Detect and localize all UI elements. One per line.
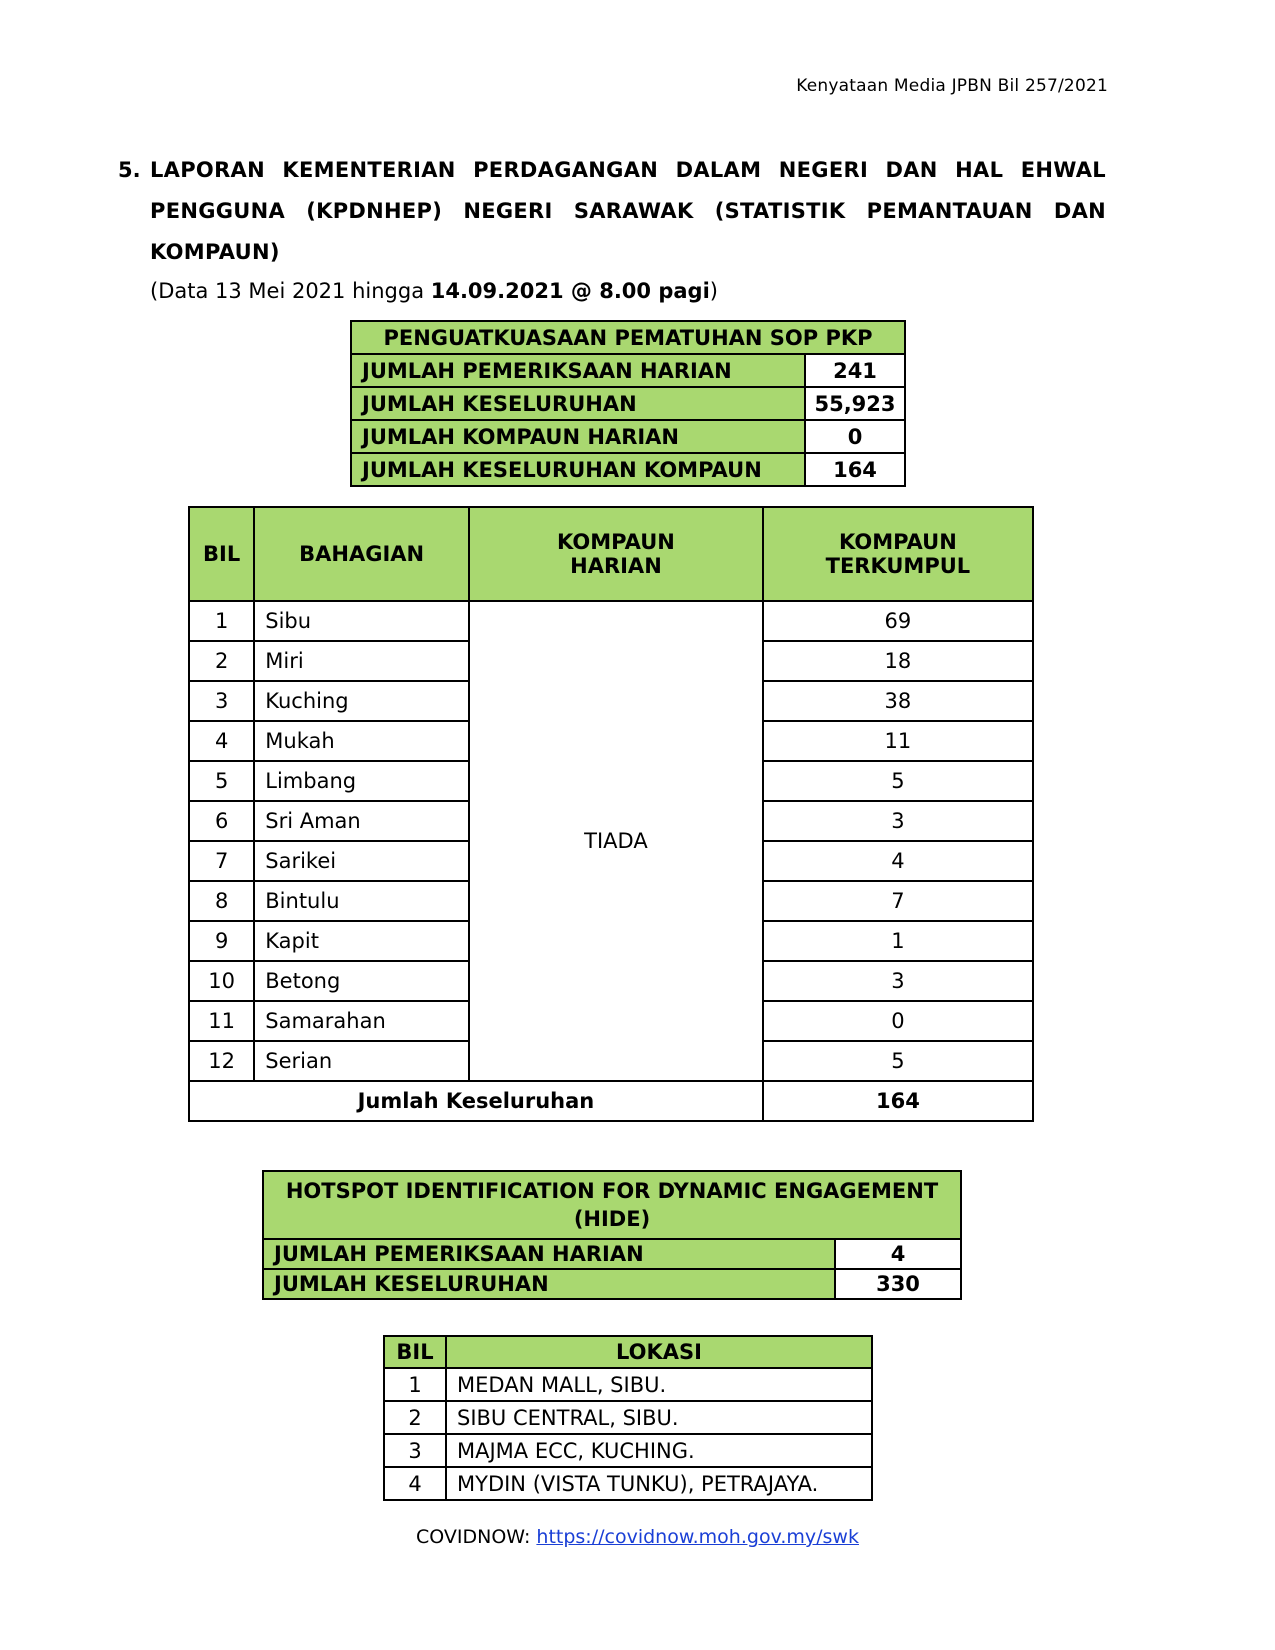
cell-bil: 3 [384,1434,446,1467]
sop-row-value: 0 [805,420,905,453]
cell-lokasi: MAJMA ECC, KUCHING. [446,1434,872,1467]
cell-lokasi: MEDAN MALL, SIBU. [446,1368,872,1401]
lokasi-table [383,1335,873,1501]
subtitle-open: (Data 13 Mei 2021 hingga [150,279,431,303]
total-label: Jumlah Keseluruhan [189,1081,763,1121]
cell-bil: 4 [189,721,254,761]
cell-bahagian: Miri [254,641,469,681]
cell-bil: 1 [189,601,254,641]
cell-bahagian: Betong [254,961,469,1001]
table-row [351,387,905,420]
cell-bahagian: Sarikei [254,841,469,881]
total-value: 164 [763,1081,1033,1121]
cell-bil: 9 [189,921,254,961]
cell-bahagian: Kapit [254,921,469,961]
table-total-row [189,1081,1033,1121]
table-row [384,1401,872,1434]
col-header-lokasi: LOKASI [446,1336,872,1368]
hide-row-label: JUMLAH PEMERIKSAAN HARIAN [263,1239,835,1269]
table-row [189,601,1033,641]
cell-terkumpul: 18 [763,641,1033,681]
hide-row-value: 4 [835,1239,961,1269]
table-row [384,1368,872,1401]
cell-bahagian: Kuching [254,681,469,721]
sop-row-label: JUMLAH KOMPAUN HARIAN [351,420,805,453]
table-row [384,1467,872,1500]
cell-bahagian: Sibu [254,601,469,641]
cell-terkumpul: 7 [763,881,1033,921]
footer [0,1526,1275,1548]
cell-terkumpul: 5 [763,761,1033,801]
table-row [384,1434,872,1467]
cell-bil: 7 [189,841,254,881]
cell-bil: 11 [189,1001,254,1041]
cell-terkumpul: 1 [763,921,1033,961]
table-row [351,420,905,453]
sop-row-value: 55,923 [805,387,905,420]
subtitle-close: ) [709,279,718,303]
cell-terkumpul: 5 [763,1041,1033,1081]
cell-bahagian: Sri Aman [254,801,469,841]
section-number: 5. [118,158,141,182]
cell-terkumpul: 0 [763,1001,1033,1041]
cell-bahagian: Bintulu [254,881,469,921]
section-title: LAPORAN KEMENTERIAN PERDAGANGAN DALAM NEGERI DAN HAL EHWAL PENGGUNA (KPDNHEP) NEGERI SARAWAK (STATISTIK PEMANTAUAN DAN KOMPAUN) [150,158,1106,264]
footer-label: COVIDNOW: [416,1526,537,1548]
sop-enforcement-table [350,320,906,487]
sop-row-value: 164 [805,453,905,486]
cell-bahagian: Mukah [254,721,469,761]
cell-terkumpul: 69 [763,601,1033,641]
cell-kompaun-harian: TIADA [469,601,763,1081]
cell-terkumpul: 3 [763,801,1033,841]
table-row [351,453,905,486]
cell-bahagian: Samarahan [254,1001,469,1041]
cell-lokasi: SIBU CENTRAL, SIBU. [446,1401,872,1434]
cell-terkumpul: 4 [763,841,1033,881]
document-reference: Kenyataan Media JPBN Bil 257/2021 [796,76,1108,96]
hide-row-value: 330 [835,1269,961,1299]
cell-bil: 1 [384,1368,446,1401]
cell-bil: 2 [384,1401,446,1434]
section-5 [118,150,1106,309]
cell-terkumpul: 38 [763,681,1033,721]
table-row [263,1269,961,1299]
cell-bil: 6 [189,801,254,841]
col-header-bil: BIL [189,507,254,601]
table-row [263,1239,961,1269]
cell-terkumpul: 11 [763,721,1033,761]
cell-bil: 2 [189,641,254,681]
sop-table-heading: PENGUATKUASAAN PEMATUHAN SOP PKP [351,321,905,354]
cell-terkumpul: 3 [763,961,1033,1001]
sop-row-label: JUMLAH KESELURUHAN [351,387,805,420]
cell-bil: 3 [189,681,254,721]
subtitle-date: 14.09.2021 @ 8.00 pagi [430,279,710,303]
cell-bil: 8 [189,881,254,921]
cell-bil: 12 [189,1041,254,1081]
cell-bahagian: Serian [254,1041,469,1081]
col-header-bil: BIL [384,1336,446,1368]
cell-bil: 4 [384,1467,446,1500]
sop-row-label: JUMLAH KESELURUHAN KOMPAUN [351,453,805,486]
table-row [351,354,905,387]
cell-bil: 10 [189,961,254,1001]
kompaun-by-division-table [188,506,1034,1122]
col-header-kompaun-harian: KOMPAUN HARIAN [469,507,763,601]
cell-lokasi: MYDIN (VISTA TUNKU), PETRAJAYA. [446,1467,872,1500]
hide-row-label: JUMLAH KESELURUHAN [263,1269,835,1299]
col-header-bahagian: BAHAGIAN [254,507,469,601]
hide-table-heading: HOTSPOT IDENTIFICATION FOR DYNAMIC ENGAGEMENT (HIDE) [263,1171,961,1239]
sop-row-value: 241 [805,354,905,387]
hide-table [262,1170,962,1300]
cell-bahagian: Limbang [254,761,469,801]
section-subtitle [150,273,1106,309]
sop-row-label: JUMLAH PEMERIKSAAN HARIAN [351,354,805,387]
col-header-kompaun-terkumpul: KOMPAUN TERKUMPUL [763,507,1033,601]
covidnow-link[interactable]: https://covidnow.moh.gov.my/swk [536,1526,859,1548]
cell-bil: 5 [189,761,254,801]
